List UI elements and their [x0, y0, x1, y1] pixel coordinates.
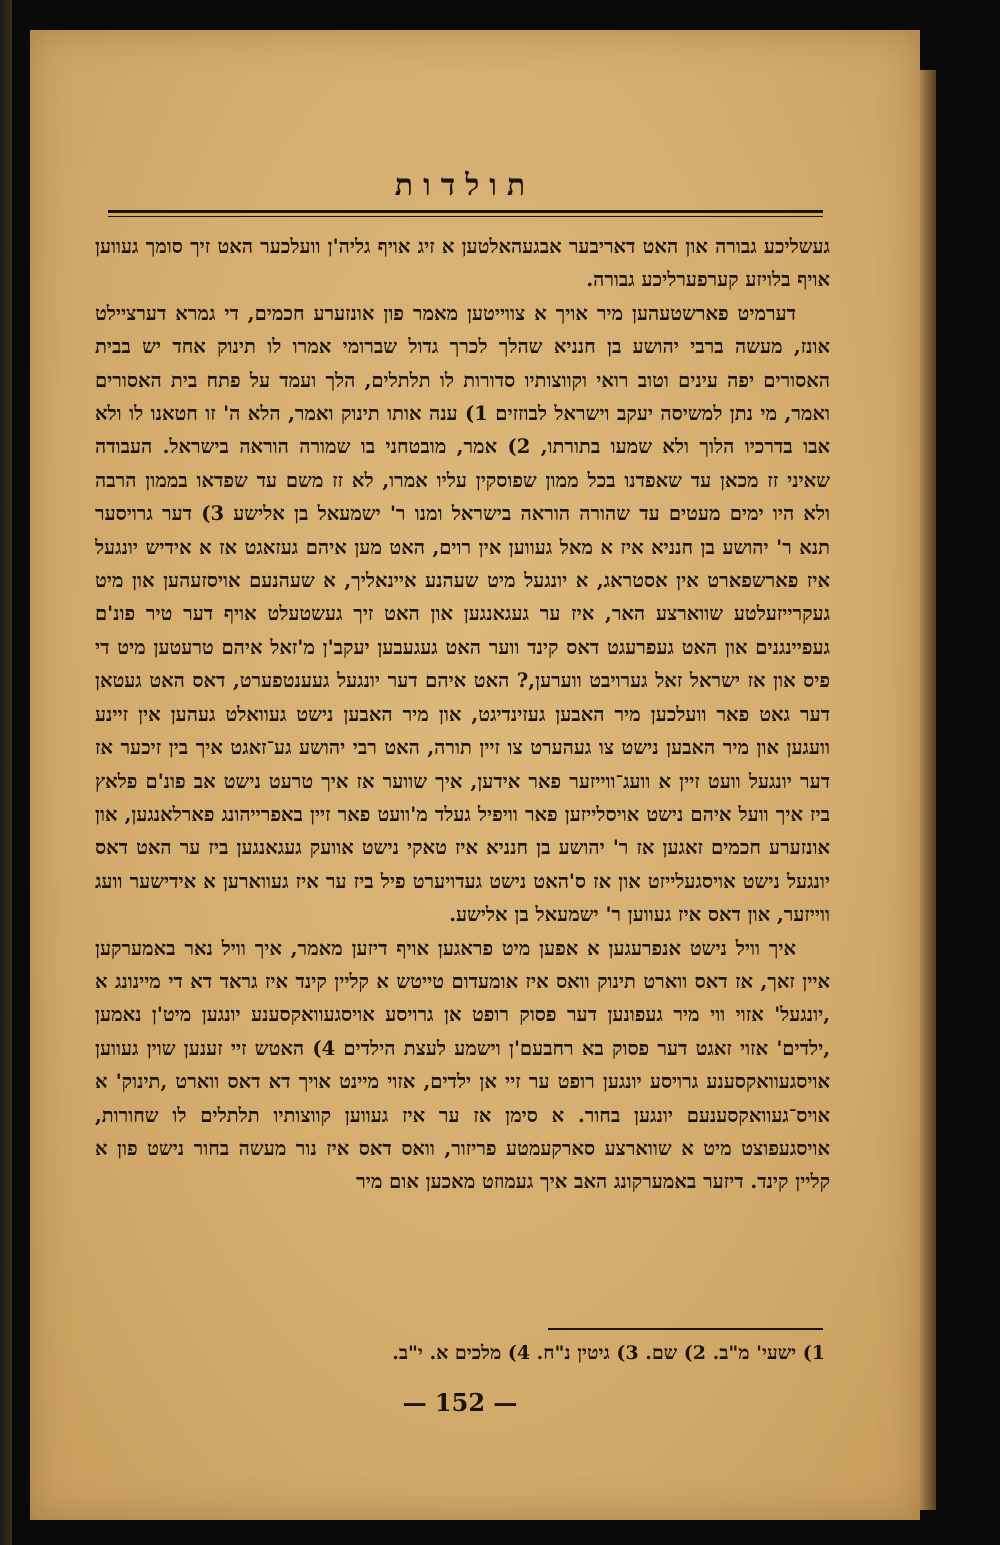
body-text — [95, 230, 830, 1320]
footnote-rule — [548, 1328, 823, 1330]
paragraph-1: געשליכע גבורה און האט דאריבער אבגעהאלטען א זיג אויף גליה'ן וועלכער האט זיך סומך געווען אויף בלויזע קערפערליכע גבורה. — [95, 235, 830, 292]
paragraph-2: דערמיט פארשטעהען מיר אויך א צווייטען מאמר פון אונזערע חכמים, די גמרא דערציילט אונז, מעשה ברבי יהושע בן חנניא שהלך לכרך גדול שברומי אמרו לו תינוק אחד יש בבית האסורים יפה עינים וטוב רואי וקווצותיו סדורות לו תלתלים, הלך ועמד על פתח בית האסורים ואמר, מי נתן למשיסה יעקב וישראל לבוזזים 1) ענה אותו תינוק ואמר, הלא ה' זו חטאנו לו ולא אבו בדרכיו הלוך ולא שמעו בתורתו, 2) אמר, מובטחני בו שמורה הוראה בישראל. העבודה שאיני זז מכאן עד שאפדנו בכל ממון שפוסקין עליו אמרו, לא זז משם עד שפדאו בממון הרבה ולא היו ימים מעטים עד שהורה הוראה בישראל ומנו ר' ישמעאל בן אלישע 3) דער גרויסער תנא ר' יהושע בן חנניא איז א מאל געווען אין רוים, האט מען איהם געזאגט אז א אידיש יונגעל איז פארשפארט אין אסטראג, א יונגעל מיט שעהנע איינאליך, א שעהנעם אויסזעהען און מיט געקרייזעלטע שווארצע האר, איז ער געגאנגען און האט זיך געשטעלט אויף דער טיר פונ'ם געפיינגנים און האט געפרעגט דאס קינד ווער האט געגעבען יעקב'ן מ'זאל איהם טרעטען מיט די פיס און אז ישראל זאל גערויבט ווערען,? האט איהם דער יונגעל געענטפערט, דאס האט געטאן דער גאט פאר וועלכען מיר האבען געזינדיגט, און מיר האבען נישט געוואלט געהען אין זיינע וועגען און מיר האבען נישט צו געהערט צו זיין תורה, האט רבי יהושע גע־זאגט איך בין זיכער אז דער יונגעל וועט זיין א וועג־ווייזער פאר אידען, איך שווער אז איך טרעט נישט אב פונ'ם פלאץ ביז איך וועל איהם נישט אויסלייזען פאר וויפיל געלד מ'וועט פאר זיין באפרייהונג פארלאנגען, און אונזערע חכמים זאגען אז ר' יהושע בן חנניא איז טאקי נישט אוועק געגאנגען ביז ער האט דאס יונגעל נישט אויסגעלייזט און אז ס'האט נישט געדויערט פיל ביז ער איז געווארען א אידישער וועג ווייזער, און דאס איז געווען ר' ישמעאל בן אלישע. — [95, 301, 831, 927]
page-number: — 152 — — [402, 1388, 518, 1417]
header-rule-thick — [108, 210, 823, 213]
header-rule-thin — [108, 216, 823, 217]
paragraph-3: איך וויל נישט אנפרעגען א אפען מיט פראגען אויף דיזען מאמר, איך וויל נאר באמערקען איין זאך, אז דאס ווארט תינוק וואס איז אומעדום טייטש א קליין קינד איז גראד דא די מיינונג א ,יונגעל' אזוי ווי מיר געפונען דער פסוק רופט אן גרויסע אויסגעוואקסענע יונגען מיט'ן נאמען ,ילדים' אזוי זאגט דער פסוק בא רחבעם'ן וישמע לעצת הילדים 4) האטש זיי זענען שוין געווען אויסגעוואקסענע גרויסע יונגען רופט ער זיי אן ילדים, אזוי מיינט אויך דא דאס ווארט ,תינוק' א אויס־געוואקסענעם יונגען בחור. א סימן אז ער איז געווען קווצותיו תלתלים לו שחורות, אויסגעפוצט מיט א שווארצע סארקעמטע פריזור, וואס דאס איז נור מעשה בחור נישט פון א קליין קינד. דיזער באמערקונג האב איך געמוזט מאכען אום מיר — [95, 936, 830, 1194]
running-header: תולדות — [394, 168, 536, 203]
footnotes: 1) ישעי' מ"ב. 2) שם. 3) גיטין נ"ח. 4) מלכים א. י"ב. — [392, 1342, 825, 1364]
page-stack-edge — [918, 70, 936, 1510]
book-binding-edge — [0, 0, 12, 1545]
